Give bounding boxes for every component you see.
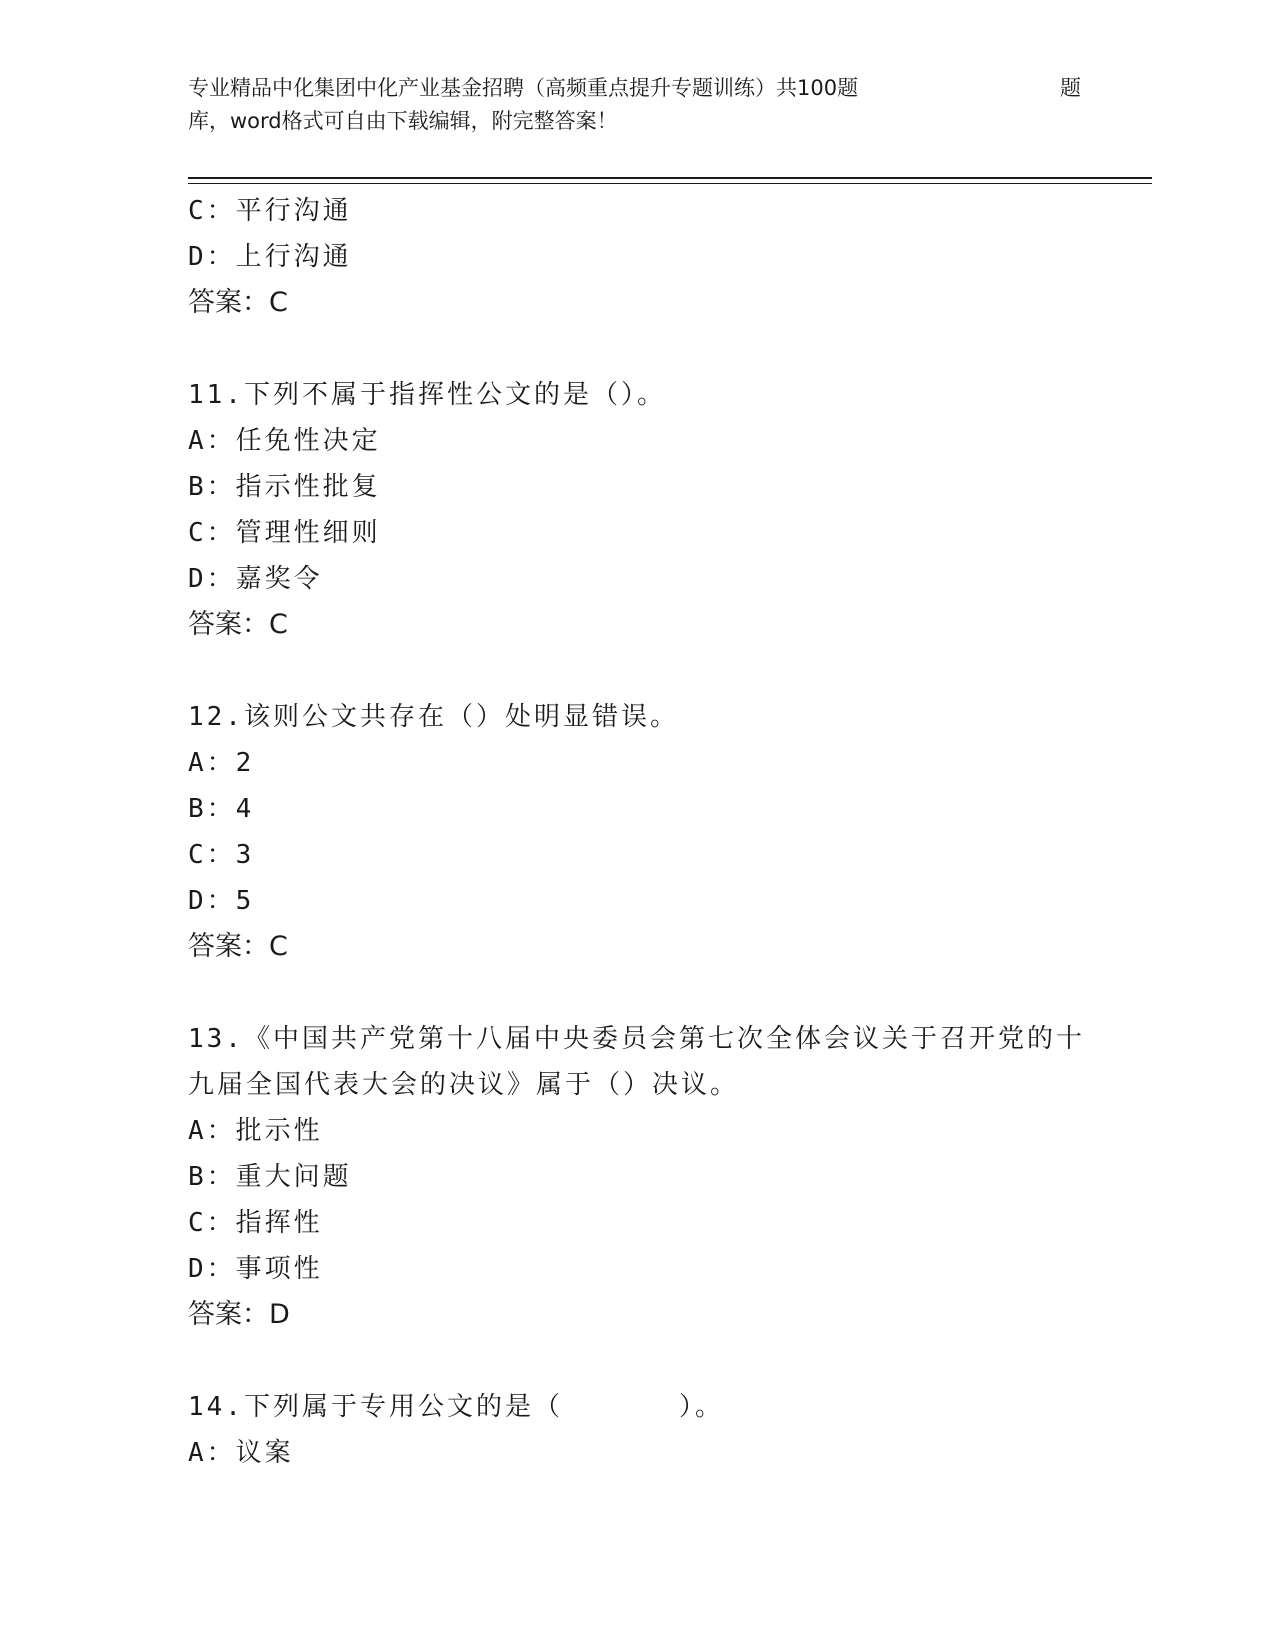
answer-line: 答案：C (188, 287, 288, 318)
header-divider-thin (188, 183, 1152, 184)
question-block (188, 188, 1088, 326)
question-text-line-1: 13.《中国共产党第十八届中央委员会第七次全体会议关于召开党的十 (188, 1024, 1085, 1054)
header-title: 专业精品中化集团中化产业基金招聘（高频重点提升专题训练）共100题 (188, 76, 859, 100)
option-b: B：重大问题 (188, 1162, 352, 1192)
option-c: C：管理性细则 (188, 518, 381, 548)
option-a: A：2 (188, 748, 255, 778)
document-header (188, 72, 1088, 138)
answer-line: 答案：D (188, 1299, 290, 1330)
option-d: D：嘉奖令 (188, 564, 323, 594)
option-d: D：5 (188, 886, 255, 916)
option-a: A：批示性 (188, 1116, 323, 1146)
question-block (188, 1384, 1088, 1476)
option-b: B：4 (188, 794, 255, 824)
option-d: D：上行沟通 (188, 242, 352, 272)
question-text: 14.下列属于专用公文的是（ ）。 (188, 1392, 724, 1422)
header-divider-thick (188, 177, 1152, 179)
question-block (188, 1016, 1088, 1338)
question-text: 11.下列不属于指挥性公文的是（）。 (188, 380, 666, 410)
question-list (188, 188, 1088, 1476)
question-text-line-2: 九届全国代表大会的决议》属于（）决议。 (188, 1070, 740, 1100)
option-a: A：议案 (188, 1438, 294, 1468)
header-title-tail: 题 (1060, 76, 1081, 100)
option-d: D：事项性 (188, 1254, 323, 1284)
question-block (188, 694, 1088, 970)
option-c: C：3 (188, 840, 255, 870)
spacer (188, 648, 1088, 694)
spacer (188, 326, 1088, 372)
option-b: B：指示性批复 (188, 472, 381, 502)
option-a: A：任免性决定 (188, 426, 381, 456)
option-c: C：平行沟通 (188, 196, 352, 226)
answer-line: 答案：C (188, 931, 288, 962)
header-line-2: 库，word格式可自由下载编辑，附完整答案！ (188, 109, 618, 133)
spacer (188, 970, 1088, 1016)
question-text: 12.该则公文共存在（）处明显错误。 (188, 702, 679, 732)
option-c: C：指挥性 (188, 1208, 323, 1238)
spacer (188, 1338, 1088, 1384)
question-block (188, 372, 1088, 648)
header-line-1 (188, 72, 1088, 105)
answer-line: 答案：C (188, 609, 288, 640)
